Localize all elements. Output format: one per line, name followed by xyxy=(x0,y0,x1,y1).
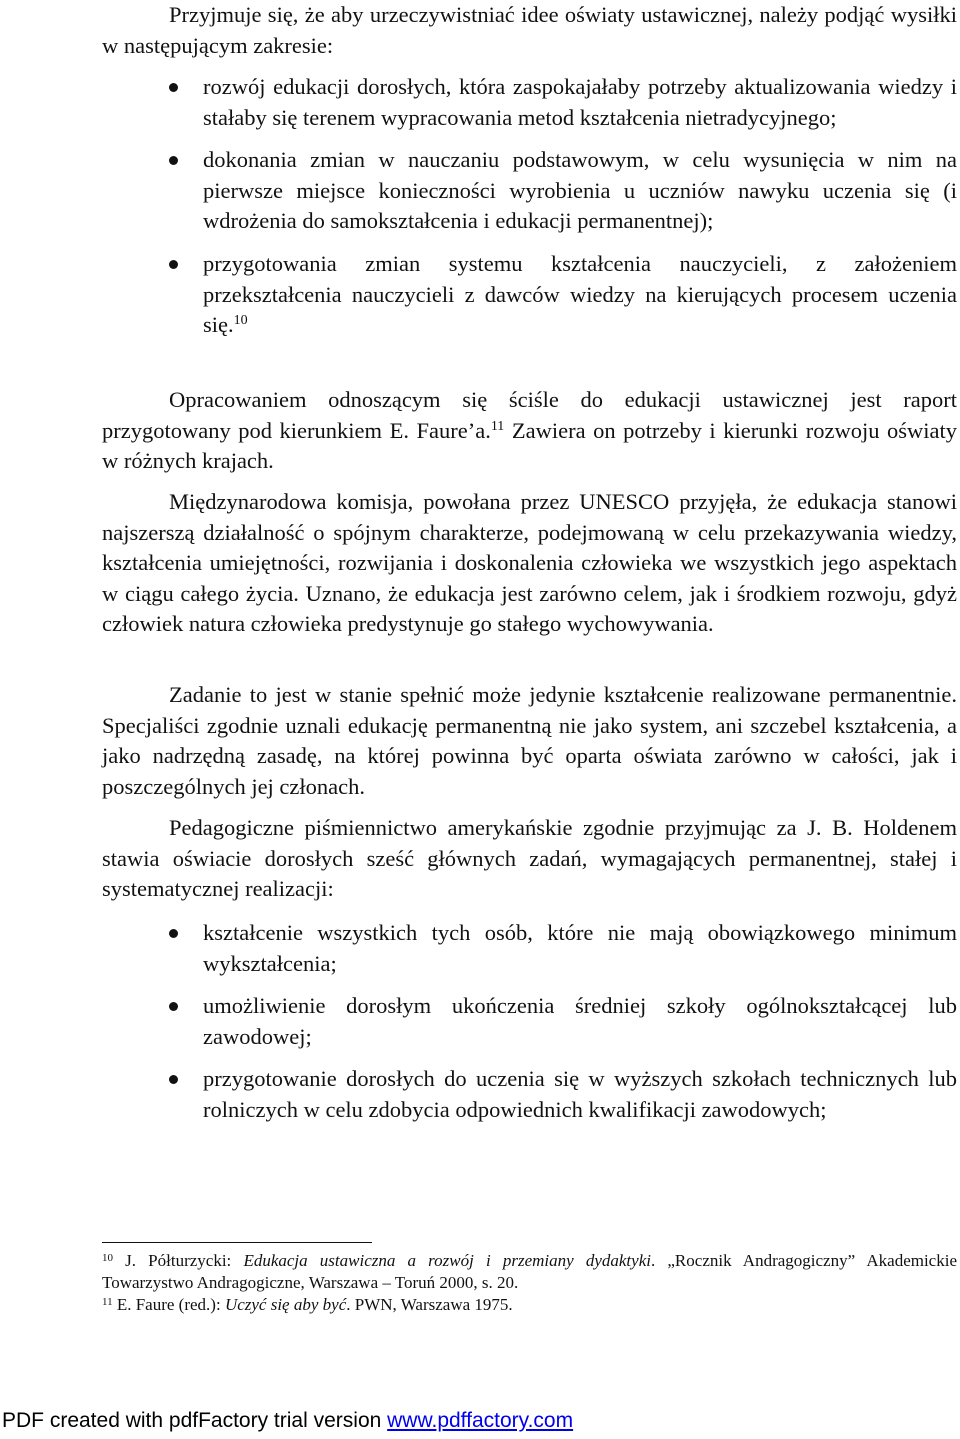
footnote-ref: 10 xyxy=(233,313,248,329)
list-item: kształcenie wszystkich tych osób, które nie mają obowiązkowego minimum wykształcenia; xyxy=(102,918,957,979)
bullet-list-2 xyxy=(102,918,957,1126)
footnote-11: $^{11}$ E. Faure (red.): Uczyć się aby być. PWN, Warszawa 1975. xyxy=(102,1295,513,1314)
footnote-ref: 11 xyxy=(490,418,505,434)
intro-paragraph: Przyjmuje się, że aby urzeczywistniać idee oświaty ustawicznej, należy podjąć wysiłki w następującym zakresie: xyxy=(102,2,957,58)
paragraph-holden: Pedagogiczne piśmiennictwo amerykańskie zgodnie przyjmując za J. B. Holdenem stawia oświacie dorosłych sześć głównych zadań, wymagających permanentnej, stałej i systematycznej realizacji: xyxy=(102,815,957,902)
footnote-separator xyxy=(102,1242,372,1243)
paragraph-faure: Opracowaniem odnoszącym się ściśle do edukacji ustawicznej jest raport przygotowany pod kierunkiem E. Faure’a.$^{11}$ Zawiera on potrzeby i kierunki rozwoju oświaty w różnych krajach. xyxy=(102,387,958,474)
footnote-10: $^{10}$ J. Półturzycki: Edukacja ustawiczna a rozwój i przemiany dydaktyki. „Rocznik Andragogiczny” Akademickie Towarzystwo Andragogiczne, Warszawa – Toruń 2000, s. 20. xyxy=(102,1251,957,1292)
list-item xyxy=(102,249,957,341)
list-item: rozwój edukacji dorosłych, która zaspokajałaby potrzeby aktualizowania wiedzy i stałaby się terenem wypracowania metod kształcenia nietradycyjnego; xyxy=(102,72,957,133)
list-item: dokonania zmian w nauczaniu podstawowym, w celu wysunięcia w nim na pierwsze miejsce konieczności wyrobienia u uczniów nawyku uczenia się (i wdrożenia do samokształcenia i edukacji permanentnej); xyxy=(102,145,957,237)
bullet-list-1 xyxy=(102,72,957,341)
paragraph-permanent: Zadanie to jest w stanie spełnić może jedynie kształcenie realizowane permanentnie. Specjaliści zgodnie uznali edukację permanentną nie jako system, ani szczebel kształcenia, a jako nadrzędną zasadę, na której powinna być oparta oświata zarówno w całości, jak i poszczególnych jej członach. xyxy=(102,682,957,799)
list-item: przygotowanie dorosłych do uczenia się w wyższych szkołach technicznych lub rolniczych w celu zdobycia odpowiednich kwalifikacji zawodowych; xyxy=(102,1064,957,1125)
footnotes xyxy=(102,1250,957,1316)
pdffactory-link[interactable]: www.pdffactory.com xyxy=(387,1409,574,1432)
list-item: umożliwienie dorosłym ukończenia średniej szkoły ogólnokształcącej lub zawodowej; xyxy=(102,991,957,1052)
paragraph-unesco: Międzynarodowa komisja, powołana przez UNESCO przyjęła, że edukacja stanowi najszerszą działalność o spójnym charakterze, podejmowaną w celu przekazywania wiedzy, kształcenia umiejętności, rozwijania i doskonalenia człowieka we wszystkich jego aspektach w ciągu całego życia. Uznano, że edukacja jest zarówno celem, jak i środkiem rozwoju, gdyż człowiek natura człowieka predystynuje go stałego wychowywania. xyxy=(102,489,957,637)
pdf-trial-banner: PDF created with pdfFactory trial version www.pdffactory.com xyxy=(2,1409,574,1432)
list-item-text: przygotowania zmian systemu kształcenia nauczycieli, z założeniem przekształcenia nauczycieli z dawców wiedzy na kierujących procesem uczenia się. xyxy=(203,250,957,338)
